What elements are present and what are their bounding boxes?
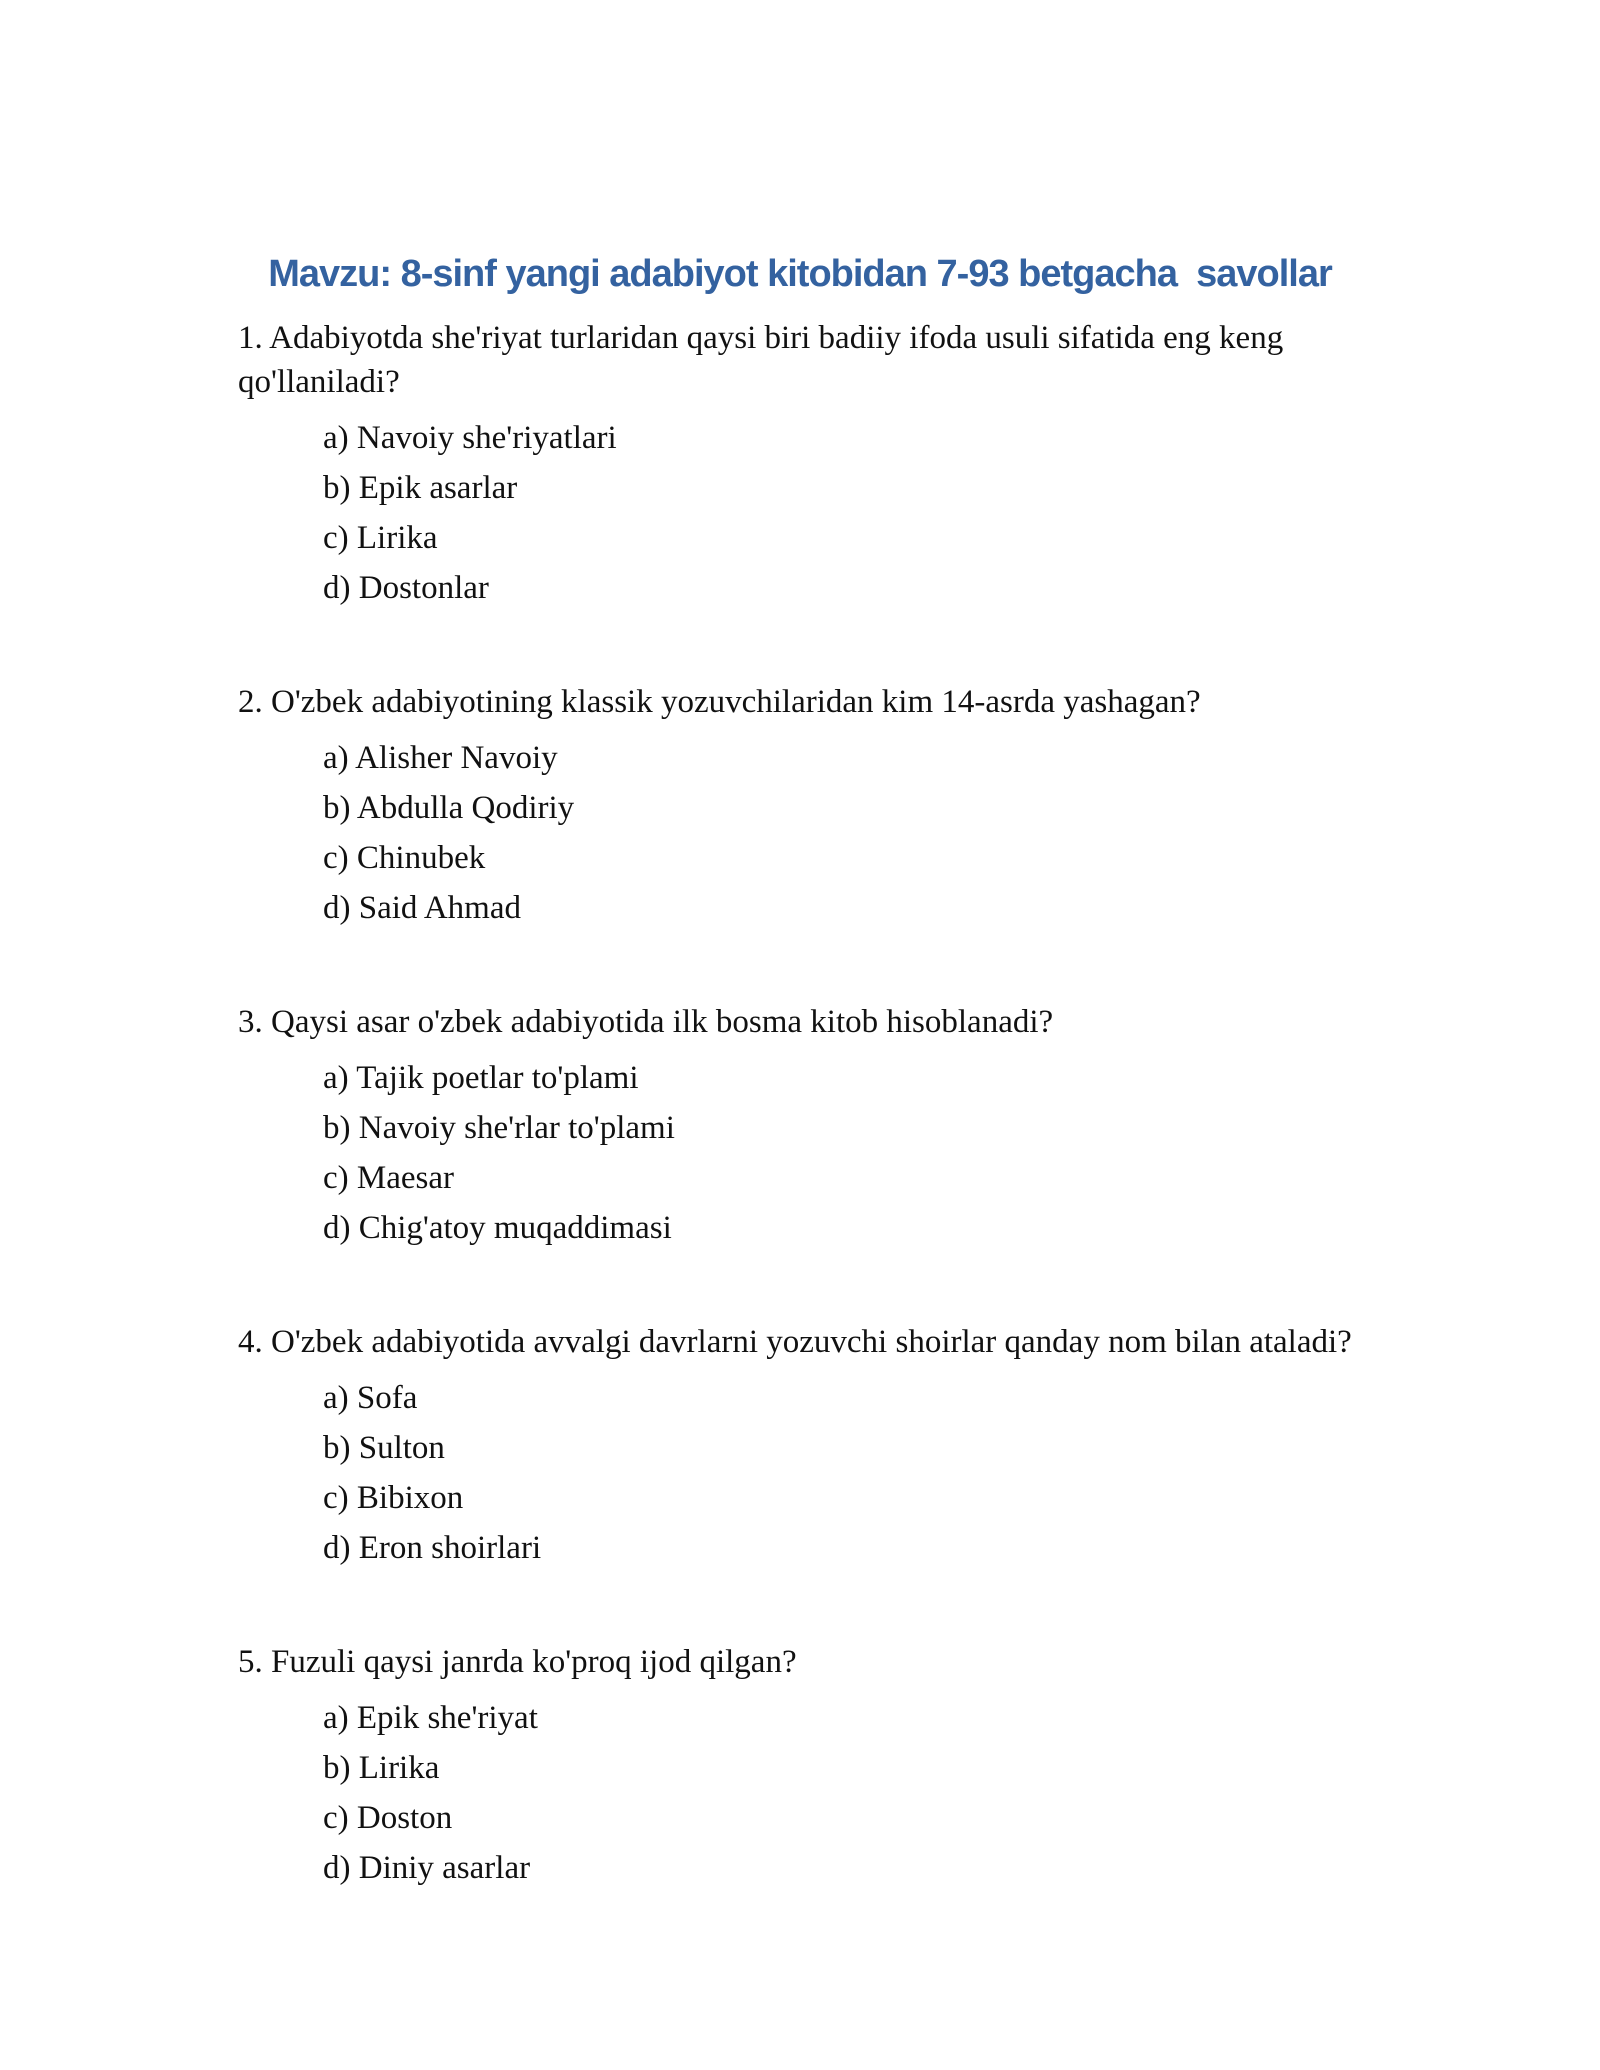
question-block xyxy=(238,1640,1362,1890)
question-block xyxy=(238,316,1362,610)
answer-option: b) Navoiy she'rlar to'plami xyxy=(323,1110,675,1146)
answer-option: d) Said Ahmad xyxy=(323,890,521,926)
question-block xyxy=(238,1320,1362,1570)
answer-option: b) Abdulla Qodiriy xyxy=(323,790,575,826)
options-group xyxy=(238,1376,1362,1570)
answer-option: c) Bibixon xyxy=(323,1480,464,1516)
answer-option: a) Epik she'riyat xyxy=(323,1700,538,1736)
question-text: 3. Qaysi asar o'zbek adabiyotida ilk bosma kitob hisoblanadi? xyxy=(238,1004,1054,1040)
question-text: 1. Adabiyotda she'riyat turlaridan qaysi biri badiiy ifoda usuli sifatida eng keng qo'llaniladi? xyxy=(238,320,1284,400)
answer-option: a) Alisher Navoiy xyxy=(323,740,558,776)
answer-option: c) Lirika xyxy=(323,520,438,556)
options-group xyxy=(238,416,1362,610)
options-group xyxy=(238,1696,1362,1890)
options-group xyxy=(238,1056,1362,1250)
answer-option: d) Chig'atoy muqaddimasi xyxy=(323,1210,672,1246)
answer-option: a) Navoiy she'riyatlari xyxy=(323,420,617,456)
answer-option: c) Chinubek xyxy=(323,840,486,876)
questions-list xyxy=(238,316,1362,1890)
answer-option: b) Sulton xyxy=(323,1430,445,1466)
answer-option: b) Lirika xyxy=(323,1750,440,1786)
options-group xyxy=(238,736,1362,930)
answer-option: d) Dostonlar xyxy=(323,570,489,606)
answer-option: d) Diniy asarlar xyxy=(323,1850,531,1886)
answer-option: b) Epik asarlar xyxy=(323,470,518,506)
question-text: 4. O'zbek adabiyotida avvalgi davrlarni yozuvchi shoirlar qanday nom bilan ataladi? xyxy=(238,1324,1352,1360)
question-block xyxy=(238,680,1362,930)
answer-option: a) Tajik poetlar to'plami xyxy=(323,1060,639,1096)
document-title: Mavzu: 8-sinf yangi adabiyot kitobidan 7-93 betgacha savollar xyxy=(268,253,1332,295)
answer-option: d) Eron shoirlari xyxy=(323,1530,542,1566)
answer-option: c) Doston xyxy=(323,1800,453,1836)
question-block xyxy=(238,1000,1362,1250)
question-text: 5. Fuzuli qaysi janrda ko'proq ijod qilgan? xyxy=(238,1644,797,1680)
answer-option: c) Maesar xyxy=(323,1160,455,1196)
question-text: 2. O'zbek adabiyotining klassik yozuvchilaridan kim 14-asrda yashagan? xyxy=(238,684,1201,720)
answer-option: a) Sofa xyxy=(323,1380,418,1416)
